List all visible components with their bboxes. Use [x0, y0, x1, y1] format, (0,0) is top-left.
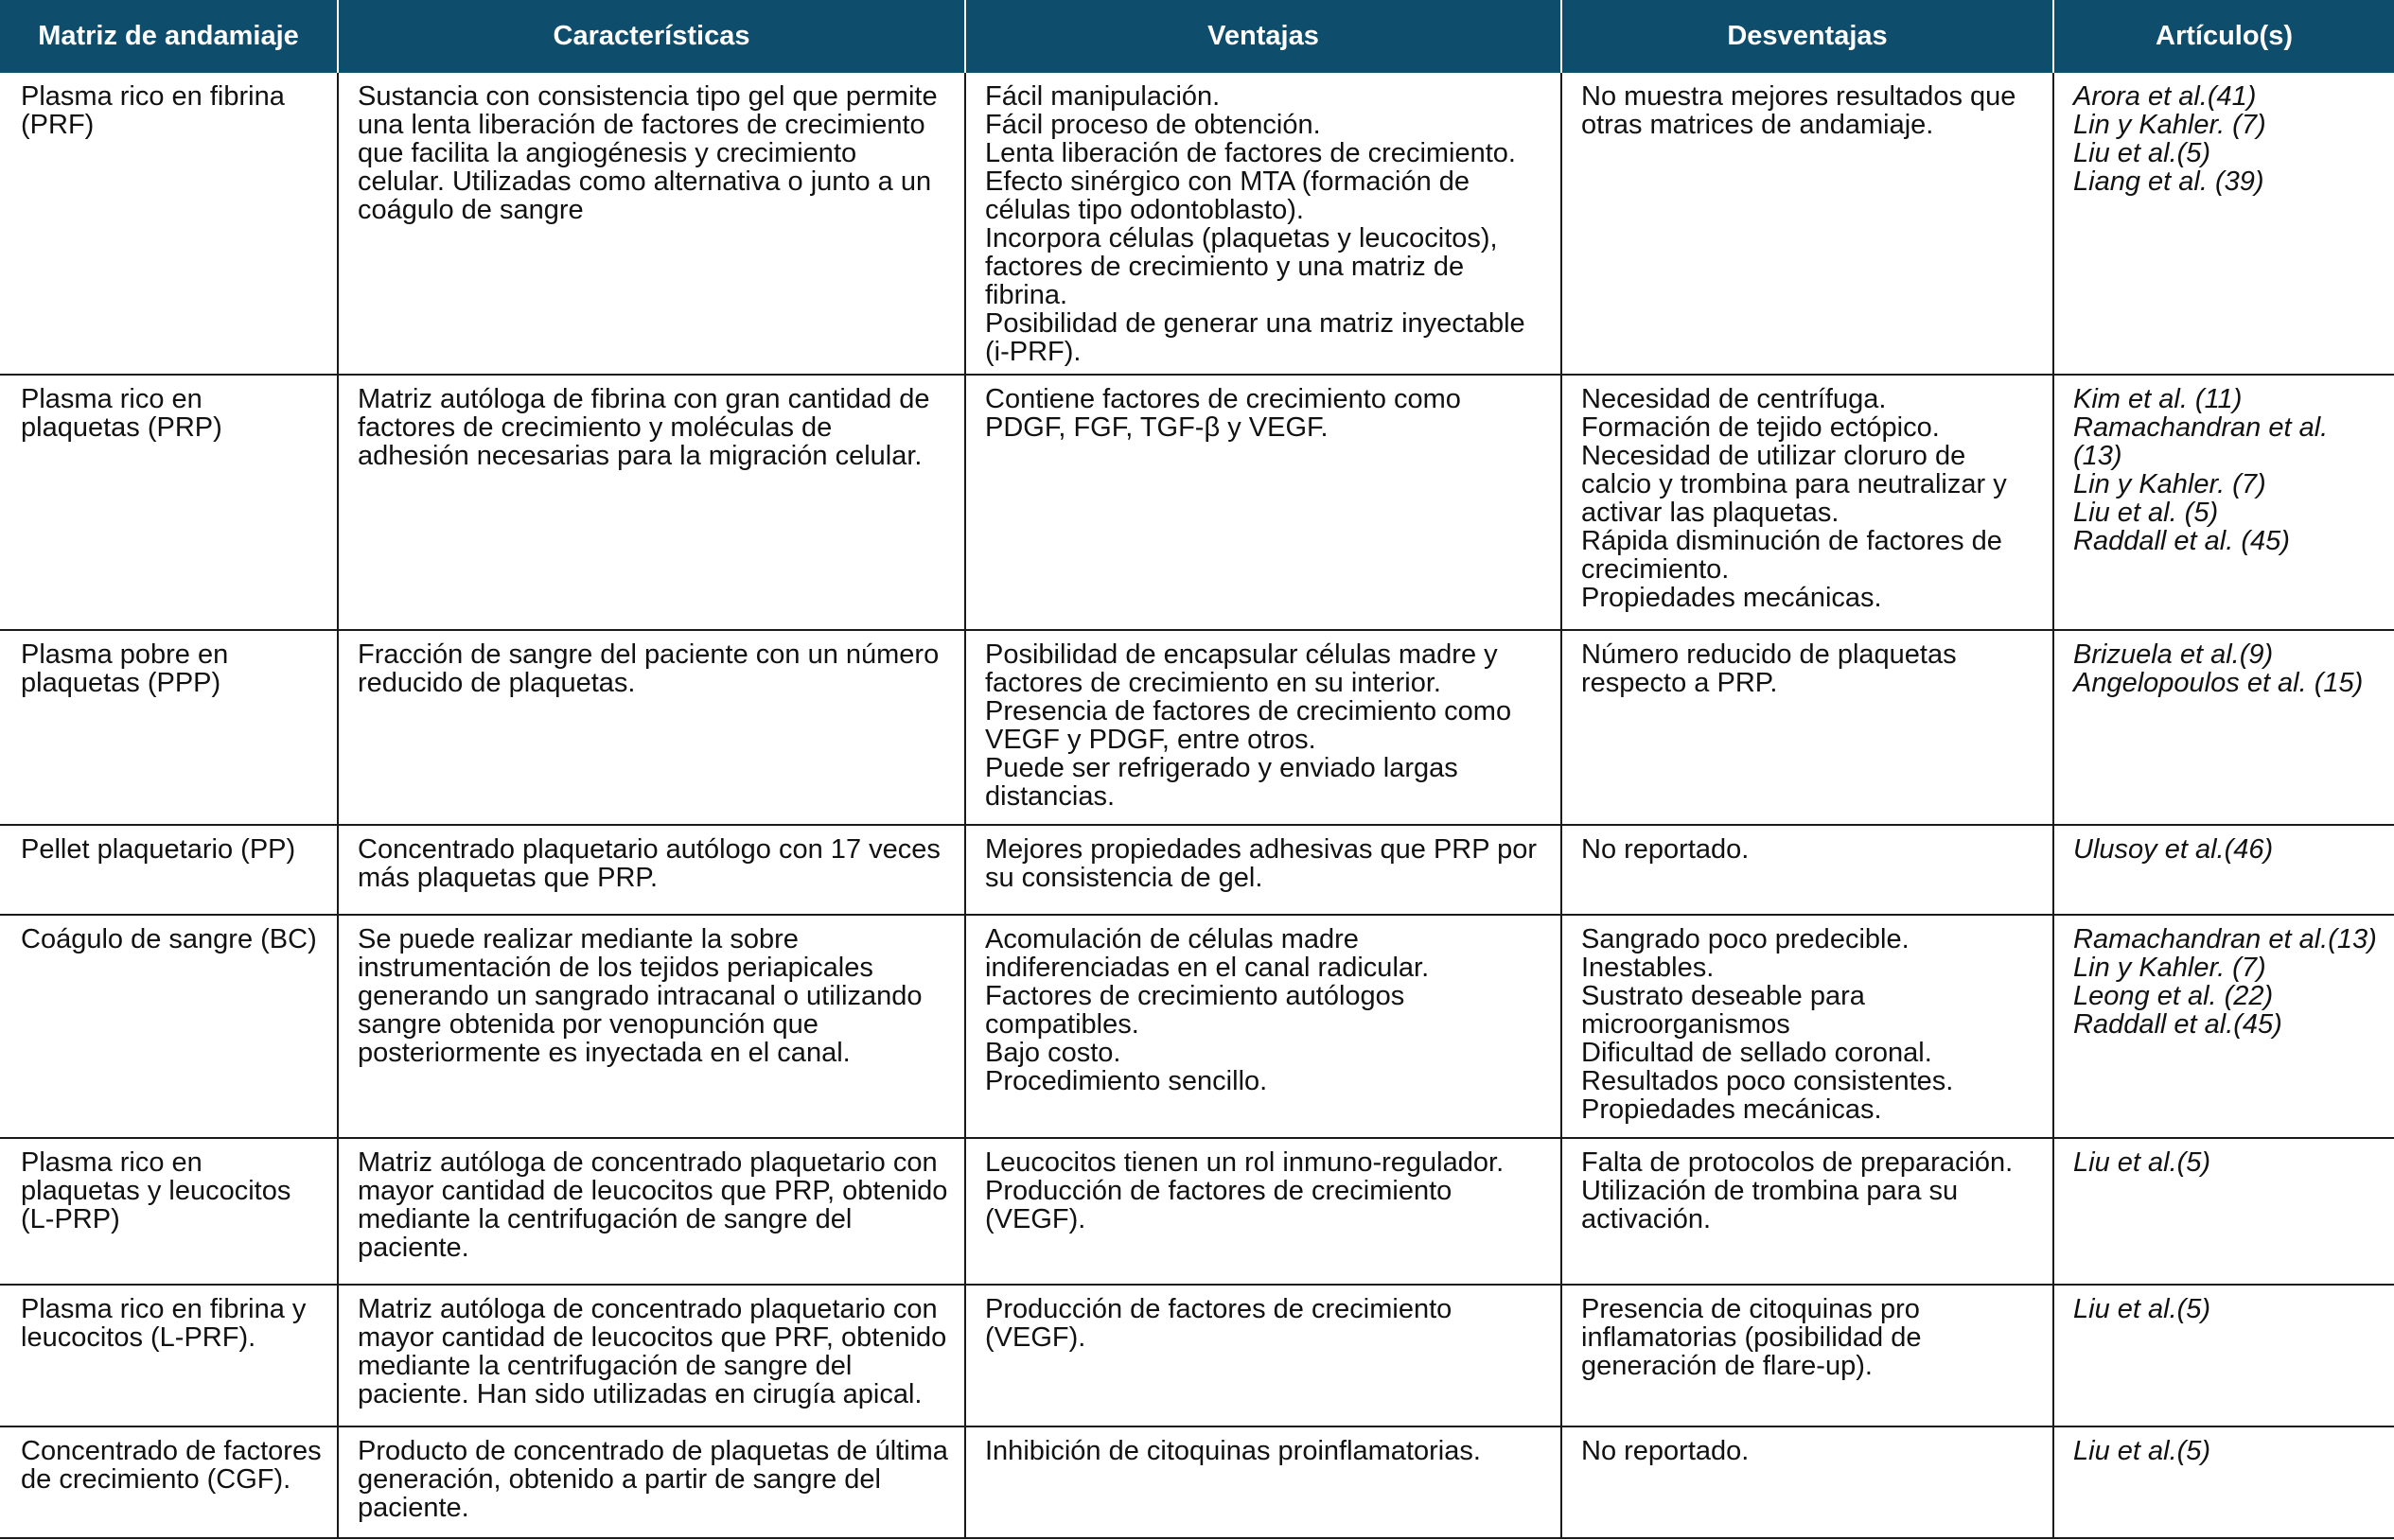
disadvantage-line: Rápida disminución de factores de crecimiento. [1581, 526, 2002, 585]
disadvantage-line: No reportado. [1581, 834, 1750, 865]
cell-characteristics: Se puede realizar mediante la sobre instrumentación de los tejidos periapicales generando un sangrado intracanal o utilizando sangre obtenida por venopunción que posteriormente es inyectada en el canal. [338, 915, 965, 1138]
cell-advantages [965, 915, 1561, 1138]
table-row [0, 1138, 2394, 1285]
cell-advantages [965, 825, 1561, 915]
article-reference: Liu et al.(5) [2073, 1294, 2211, 1324]
table-row [0, 630, 2394, 825]
header-row [0, 0, 2394, 73]
cell-matrix: Plasma rico en fibrina y leucocitos (L-PRF). [0, 1285, 338, 1426]
disadvantage-line: Necesidad de utilizar cloruro de calcio y trombina para neutralizar y activar las plaquetas. [1581, 441, 2007, 528]
cell-matrix: Coágulo de sangre (BC) [0, 915, 338, 1138]
disadvantage-line: Sangrado poco predecible. [1581, 924, 1910, 954]
cell-articles [2053, 1285, 2394, 1426]
table-row [0, 1285, 2394, 1426]
article-reference: Ramachandran et al. (13) [2073, 412, 2329, 471]
table-row [0, 73, 2394, 375]
advantage-line: Producción de factores de crecimiento (VEGF). [985, 1294, 1452, 1353]
cell-articles [2053, 1138, 2394, 1285]
article-reference: Liang et al. (39) [2073, 166, 2264, 197]
disadvantage-line: Propiedades mecánicas. [1581, 583, 1882, 613]
disadvantage-line: No reportado. [1581, 1436, 1750, 1466]
cell-advantages [965, 1138, 1561, 1285]
advantage-line: Contiene factores de crecimiento como PDGF, FGF, TGF-β y VEGF. [985, 384, 1461, 443]
disadvantage-line: Presencia de citoquinas pro inflamatorias (posibilidad de generación de flare-up). [1581, 1294, 1922, 1381]
cell-matrix: Concentrado de factores de crecimiento (CGF). [0, 1426, 338, 1538]
article-reference: Lin y Kahler. (7) [2073, 110, 2266, 140]
article-reference: Ramachandran et al.(13) [2073, 924, 2377, 954]
advantage-line: Puede ser refrigerado y enviado largas distancias. [985, 753, 1458, 812]
article-reference: Liu et al.(5) [2073, 1436, 2211, 1466]
advantage-line: Fácil proceso de obtención. [985, 110, 1321, 140]
cell-disadvantages [1561, 1426, 2053, 1538]
cell-articles [2053, 915, 2394, 1138]
cell-advantages [965, 630, 1561, 825]
cell-articles [2053, 375, 2394, 630]
advantage-line: Efecto sinérgico con MTA (formación de células tipo odontoblasto). [985, 166, 1470, 225]
cell-characteristics: Producto de concentrado de plaquetas de última generación, obtenido a partir de sangre del paciente. [338, 1426, 965, 1538]
advantage-line: Fácil manipulación. [985, 81, 1221, 112]
advantage-line: Lenta liberación de factores de crecimiento. [985, 138, 1516, 168]
cell-articles [2053, 825, 2394, 915]
advantage-line: Bajo costo. [985, 1038, 1121, 1068]
article-reference: Liu et al.(5) [2073, 138, 2211, 168]
advantage-line: Presencia de factores de crecimiento como VEGF y PDGF, entre otros. [985, 696, 1512, 755]
cell-characteristics: Matriz autóloga de concentrado plaquetario con mayor cantidad de leucocitos que PRF, obtenido mediante la centrifugación de sangre del paciente. Han sido utilizadas en cirugía apical. [338, 1285, 965, 1426]
advantage-line: Mejores propiedades adhesivas que PRP por su consistencia de gel. [985, 834, 1538, 893]
header-matrix: Matriz de andamiaje [0, 0, 338, 73]
header-advantages: Ventajas [965, 0, 1561, 73]
cell-matrix: Pellet plaquetario (PP) [0, 825, 338, 915]
article-reference: Arora et al.(41) [2073, 81, 2257, 112]
article-reference: Raddall et al. (45) [2073, 526, 2290, 556]
cell-articles [2053, 73, 2394, 375]
advantage-line: Factores de crecimiento autólogos compatibles. [985, 981, 1405, 1040]
cell-advantages [965, 375, 1561, 630]
article-reference: Leong et al. (22) [2073, 981, 2274, 1011]
cell-disadvantages [1561, 73, 2053, 375]
article-reference: Raddall et al.(45) [2073, 1009, 2282, 1040]
article-reference: Liu et al.(5) [2073, 1147, 2211, 1178]
cell-characteristics: Fracción de sangre del paciente con un número reducido de plaquetas. [338, 630, 965, 825]
cell-matrix: Plasma rico en plaquetas y leucocitos (L-PRP) [0, 1138, 338, 1285]
cell-characteristics: Matriz autóloga de concentrado plaquetario con mayor cantidad de leucocitos que PRP, obtenido mediante la centrifugación de sangre del paciente. [338, 1138, 965, 1285]
disadvantage-line: Necesidad de centrífuga. [1581, 384, 1887, 414]
cell-advantages [965, 1285, 1561, 1426]
cell-articles [2053, 630, 2394, 825]
advantage-line: Producción de factores de crecimiento (VEGF). [985, 1176, 1452, 1234]
cell-advantages [965, 73, 1561, 375]
header-characteristics: Características [338, 0, 965, 73]
cell-disadvantages [1561, 375, 2053, 630]
table-row [0, 375, 2394, 630]
cell-characteristics: Matriz autóloga de fibrina con gran cantidad de factores de crecimiento y moléculas de adhesión necesarias para la migración celular. [338, 375, 965, 630]
cell-disadvantages [1561, 1138, 2053, 1285]
table-body [0, 73, 2394, 1538]
cell-characteristics: Sustancia con consistencia tipo gel que permite una lenta liberación de factores de crecimiento que facilita la angiogénesis y crecimiento celular. Utilizadas como alternativa o junto a un coágulo de sangre [338, 73, 965, 375]
table-row [0, 825, 2394, 915]
advantage-line: Incorpora células (plaquetas y leucocitos), factores de crecimiento y una matriz de fibrina. [985, 223, 1498, 310]
cell-articles [2053, 1426, 2394, 1538]
article-reference: Brizuela et al.(9) [2073, 639, 2274, 670]
disadvantage-line: Propiedades mecánicas. [1581, 1094, 1882, 1125]
advantage-line: Posibilidad de encapsular células madre y factores de crecimiento en su interior. [985, 639, 1498, 698]
disadvantage-line: Inestables. [1581, 953, 1715, 983]
disadvantage-line: Resultados poco consistentes. [1581, 1066, 1954, 1096]
advantage-line: Leucocitos tienen un rol inmuno-regulador. [985, 1147, 1505, 1178]
disadvantage-line: Utilización de trombina para su activación. [1581, 1176, 1959, 1234]
article-reference: Ulusoy et al.(46) [2073, 834, 2274, 865]
disadvantage-line: Falta de protocolos de preparación. [1581, 1147, 2014, 1178]
disadvantage-line: Formación de tejido ectópico. [1581, 412, 1940, 443]
article-reference: Liu et al. (5) [2073, 498, 2219, 528]
cell-disadvantages [1561, 915, 2053, 1138]
cell-disadvantages [1561, 825, 2053, 915]
cell-matrix: Plasma pobre en plaquetas (PPP) [0, 630, 338, 825]
article-reference: Lin y Kahler. (7) [2073, 953, 2266, 983]
advantage-line: Acomulación de células madre indiferenciadas en el canal radicular. [985, 924, 1430, 983]
header-disadvantages: Desventajas [1561, 0, 2053, 73]
cell-matrix: Plasma rico en fibrina (PRF) [0, 73, 338, 375]
disadvantage-line: Número reducido de plaquetas respecto a PRP. [1581, 639, 1957, 698]
cell-disadvantages [1561, 1285, 2053, 1426]
advantage-line: Inhibición de citoquinas proinflamatorias. [985, 1436, 1481, 1466]
disadvantage-line: Dificultad de sellado coronal. [1581, 1038, 1932, 1068]
cell-matrix: Plasma rico en plaquetas (PRP) [0, 375, 338, 630]
cell-advantages [965, 1426, 1561, 1538]
cell-disadvantages [1561, 630, 2053, 825]
disadvantage-line: No muestra mejores resultados que otras matrices de andamiaje. [1581, 81, 2016, 140]
article-reference: Angelopoulos et al. (15) [2073, 668, 2364, 698]
header-articles: Artículo(s) [2053, 0, 2394, 73]
table-row [0, 1426, 2394, 1538]
table-row [0, 915, 2394, 1138]
advantage-line: Posibilidad de generar una matriz inyectable (i-PRF). [985, 308, 1525, 367]
advantage-line: Procedimiento sencillo. [985, 1066, 1268, 1096]
article-reference: Kim et al. (11) [2073, 384, 2243, 414]
disadvantage-line: Sustrato deseable para microorganismos [1581, 981, 1865, 1040]
cell-characteristics: Concentrado plaquetario autólogo con 17 veces más plaquetas que PRP. [338, 825, 965, 915]
article-reference: Lin y Kahler. (7) [2073, 469, 2266, 499]
